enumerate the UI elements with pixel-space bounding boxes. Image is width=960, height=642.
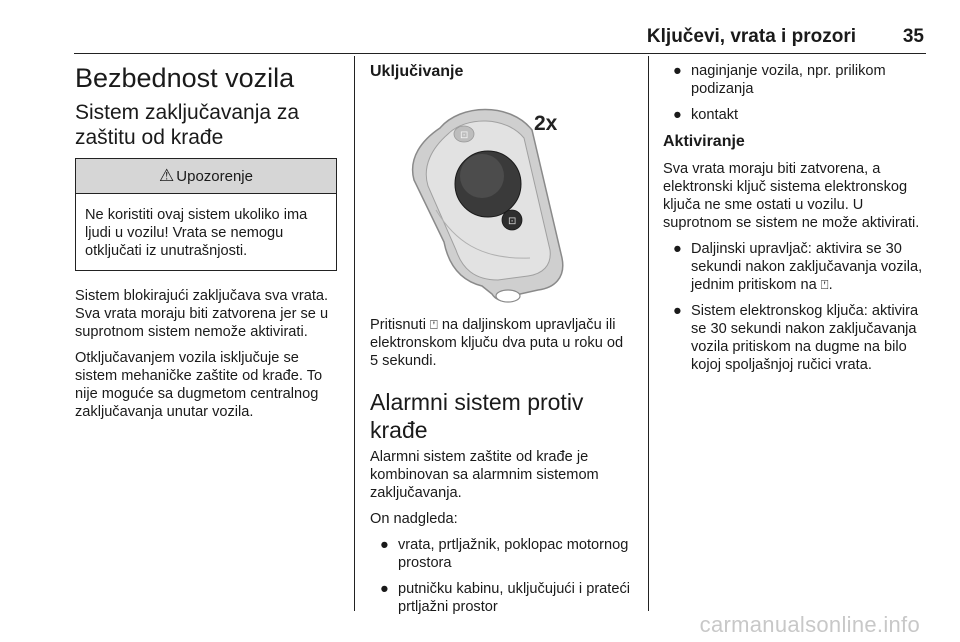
bullet-list xyxy=(663,240,927,374)
press-count-label: 2x xyxy=(534,112,558,135)
key-fob-icon xyxy=(370,90,634,304)
column-middle xyxy=(370,62,634,624)
bullet-list xyxy=(370,536,634,616)
subheading: Uključivanje xyxy=(370,63,464,80)
section-title: Bezbednost vozila xyxy=(75,63,295,93)
lock-button-icon: ⍞ xyxy=(820,277,829,292)
subheading: Aktiviranje xyxy=(663,133,745,150)
paragraph: Alarmni sistem zaštite od krađe je kombinovan sa alarmnim sistemom zaključavanja. xyxy=(370,449,599,501)
list-item: ● naginjanje vozila, npr. prilikom podizanja xyxy=(673,63,886,97)
list-item: ● Daljinski upravljač: aktivira se 30 sekundi nakon zaključavanja vozila, jednim pritiskom na ⍞. xyxy=(673,241,923,293)
svg-text:⊡: ⊡ xyxy=(460,130,469,141)
header-rule xyxy=(74,53,926,54)
bullet-list xyxy=(663,62,927,124)
subsection-title: Sistem zaključavanja za zaštitu od krađe xyxy=(75,101,300,149)
warning-text: Ne koristiti ovaj sistem ukoliko ima ljudi u vozilu! Vrata se nemogu otključati iz unutrašnjosti. xyxy=(85,207,308,259)
paragraph: Sva vrata moraju biti zatvorena, a elektronski ključ sistema elektronskog ključa ne sme ostati u vozilu. U suprotnom se sistem ne može aktivirati. xyxy=(663,161,920,231)
warning-box xyxy=(75,158,337,271)
lock-button-icon: ⍞ xyxy=(430,317,438,332)
column-divider xyxy=(648,56,649,611)
svg-text:⊡: ⊡ xyxy=(508,216,517,227)
list-item: ● Sistem elektronskog ključa: aktivira se 30 sekundi nakon zaključavanja vozila pritiskom na dugme na bilo kojoj spoljašnjoj ručici vrata. xyxy=(673,303,919,373)
paragraph: Sistem blokirajući zaključava sva vrata. Sva vrata moraju biti zatvorena jer se u suprotnom sistem nemože aktivirati. xyxy=(75,288,329,340)
section-title: Alarmni sistem protiv krađe xyxy=(370,389,584,443)
paragraph: Otključavanjem vozila isključuje se sistem mehaničke zaštite od krađe. To nije moguće sa dugmetom centralnog zaključavanja unutar vozila. xyxy=(75,350,323,420)
warning-header xyxy=(76,159,336,194)
column-left xyxy=(75,62,337,429)
warning-triangle-icon: ⚠ xyxy=(159,166,175,185)
chapter-title: Ključevi, vrata i prozori xyxy=(646,26,856,47)
column-divider xyxy=(354,56,355,611)
warning-title: Upozorenje xyxy=(176,168,253,185)
list-item: ● kontakt xyxy=(673,107,739,123)
paragraph: Pritisnuti ⍞ na daljinskom upravljaču ili elektronskom ključu dva puta u roku od 5 sekundi. xyxy=(370,317,624,369)
paragraph: On nadgleda: xyxy=(370,511,458,527)
list-item: ● putničku kabinu, uključujući i prateći prtljažni prostor xyxy=(380,581,631,615)
list-item: ● vrata, prtljažnik, poklopac motornog prostora xyxy=(380,537,629,571)
column-right xyxy=(663,62,927,382)
key-fob-illustration xyxy=(370,90,634,304)
watermark: carmanualsonline.info xyxy=(699,612,920,637)
page-header xyxy=(74,26,926,52)
page-number: 35 xyxy=(902,26,924,47)
